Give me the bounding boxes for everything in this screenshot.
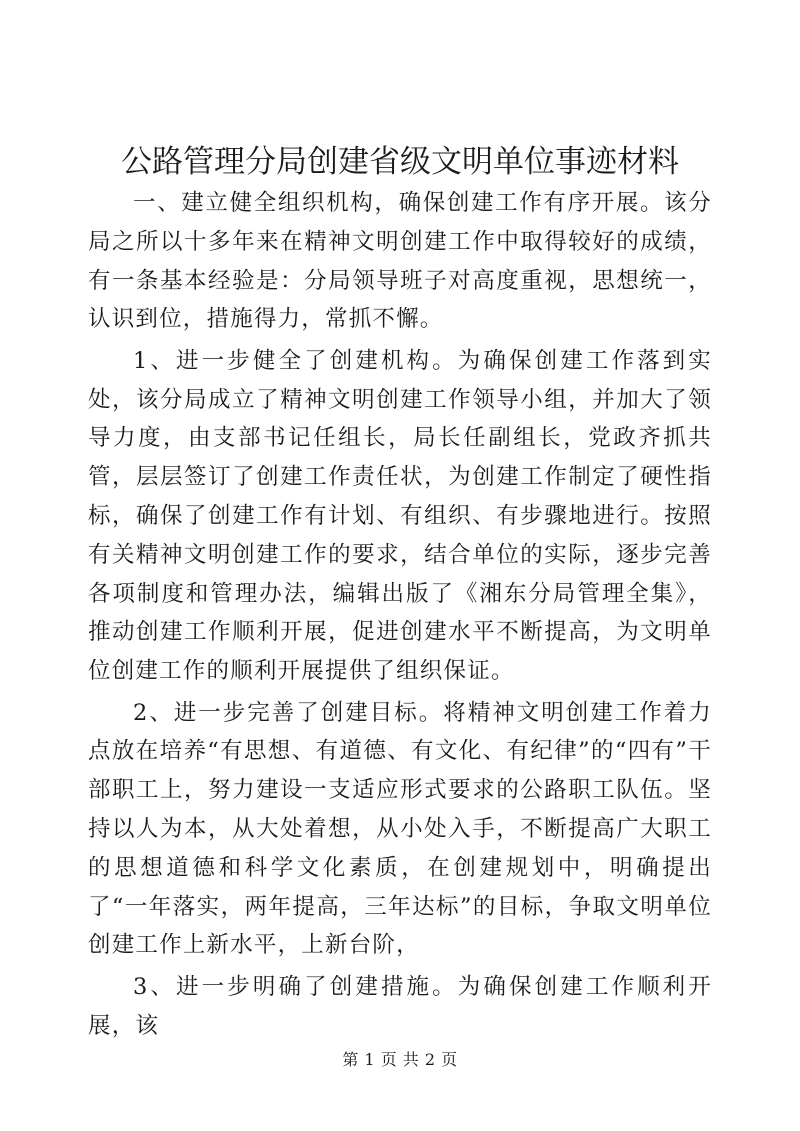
paragraph-2: 1、进一步健全了创建机构。为确保创建工作落到实处，该分局成立了精神文明创建工作领导小组，并加大了领导力度，由支部书记任组长，局长任副组长，党政齐抓共管，层层签订了创建工作责任状，为创建工作制定了硬性指标，确保了创建工作有计划、有组织、有步骤地进行。按照有关精神文明创建工作的要求，结合单位的实际，逐步完善各项制度和管理办法，编辑出版了《湘东分局管理全集》，推动创建工作顺利开展，促进创建水平不断提高，为文明单位创建工作的顺利开展提供了组织保证。: [88, 347, 712, 685]
paragraph-4: 3、进一步明确了创建措施。为确保创建工作顺利开展，该: [88, 973, 712, 1039]
page-footer: 第 1 页 共 2 页: [342, 1050, 458, 1069]
paragraph-3: 2、进一步完善了创建目标。将精神文明创建工作着力点放在培养“有思想、有道德、有文化、有纪律”的“四有”干部职工上，努力建设一支适应形式要求的公路职工队伍。坚持以人为本，从大处着想，从小处入手，不断提高广大职工的思想道德和科学文化素质，在创建规划中，明确提出了“一年落实，两年提高，三年达标”的目标，争取文明单位创建工作上新水平，上新台阶，: [88, 699, 712, 959]
paragraph-1: 一、建立健全组织机构，确保创建工作有序开展。该分局之所以十多年来在精神文明创建工作中取得较好的成绩，有一条基本经验是：分局领导班子对高度重视，思想统一，认识到位，措施得力，常抓不懈。: [88, 190, 712, 333]
document-title: 公路管理分局创建省级文明单位事迹材料: [121, 144, 679, 180]
document-body: [88, 184, 712, 1045]
